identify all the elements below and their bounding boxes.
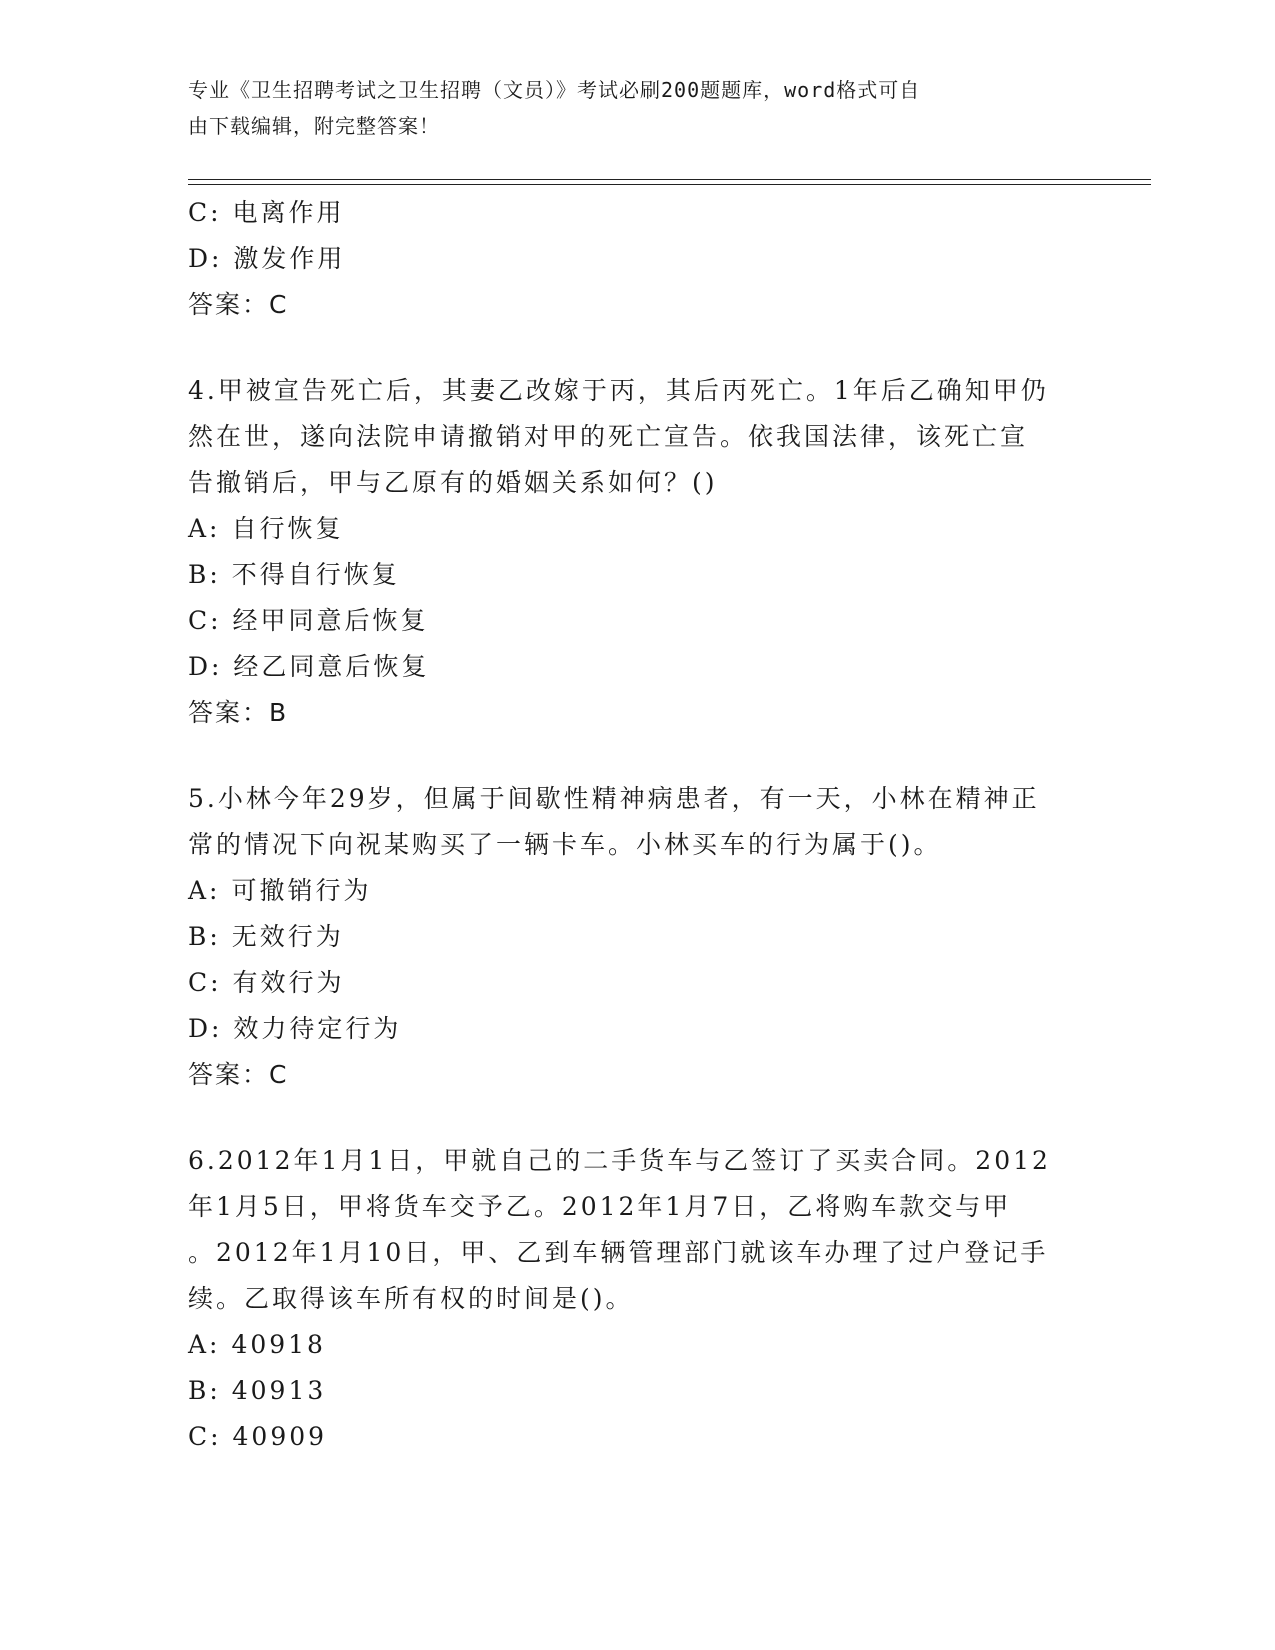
question-6 [188,1138,1088,1460]
option-label: C: [188,968,222,997]
question-stem-line: 常的情况下向祝某购买了一辆卡车。小林买车的行为属于()。 [188,830,942,859]
question-stem-line: 年1月5日，甲将货车交予乙。2012年1月7日，乙将购车款交与甲 [188,1192,1012,1221]
option-label: D: [188,652,223,681]
option-label: A: [188,1330,221,1359]
option-label: C: [188,198,222,227]
option-text: 自行恢复 [231,514,344,543]
question-3-tail [188,190,1088,328]
option-text: 电离作用 [232,198,345,227]
option-label: A: [188,514,221,543]
option-label: B: [188,1376,221,1405]
option-text: 40909 [232,1422,328,1451]
option-label: B: [188,922,221,951]
option-label: C: [188,606,222,635]
option-c [188,598,1088,644]
option-label: B: [188,560,221,589]
option-b [188,552,1088,598]
option-label: C: [188,1422,222,1451]
answer-line: 答案：C [188,290,289,319]
option-d [188,644,1088,690]
answer-line: 答案：C [188,1060,289,1089]
header-line-1: 专业《卫生招聘考试之卫生招聘（文员）》考试必刷200题题库，word格式可自 [188,78,921,102]
option-d [188,236,1088,282]
question-stem-line: 5.小林今年29岁，但属于间歇性精神病患者，有一天，小林在精神正 [188,784,1040,813]
option-b [188,914,1088,960]
option-text: 有效行为 [232,968,345,997]
option-c [188,190,1088,236]
option-text: 经乙同意后恢复 [233,652,430,681]
question-5 [188,776,1088,1098]
question-stem-line: 。2012年1月10日，甲、乙到车辆管理部门就该车办理了过户登记手 [188,1238,1049,1267]
option-text: 40918 [231,1330,326,1359]
question-stem-line: 续。乙取得该车所有权的时间是()。 [188,1284,634,1313]
option-a [188,506,1088,552]
option-text: 无效行为 [231,922,344,951]
option-a [188,1322,1088,1368]
option-b [188,1368,1088,1414]
question-stem-line: 4.甲被宣告死亡后，其妻乙改嫁于丙，其后丙死亡。1年后乙确知甲仍 [188,376,1049,405]
header-line-2: 由下载编辑，附完整答案！ [188,114,440,138]
option-text: 激发作用 [233,244,346,273]
option-text: 经甲同意后恢复 [232,606,429,635]
option-label: D: [188,1014,223,1043]
answer-line: 答案：B [188,698,289,727]
header-divider-top [188,179,1151,180]
question-list [188,190,1088,1460]
option-label: A: [188,876,221,905]
question-stem-line: 告撤销后，甲与乙原有的婚姻关系如何？() [188,468,718,497]
option-text: 40913 [231,1376,327,1405]
header-divider-bottom [188,184,1151,185]
question-stem-line: 6.2012年1月1日，甲就自己的二手货车与乙签订了买卖合同。2012 [188,1146,1051,1175]
option-d [188,1006,1088,1052]
option-text: 不得自行恢复 [231,560,400,589]
option-label: D: [188,244,223,273]
option-c [188,1414,1088,1460]
option-c [188,960,1088,1006]
option-a [188,868,1088,914]
option-text: 可撤销行为 [231,876,372,905]
option-text: 效力待定行为 [233,1014,402,1043]
question-stem-line: 然在世，遂向法院申请撤销对甲的死亡宣告。依我国法律，该死亡宣 [188,422,1029,451]
question-4 [188,368,1088,736]
document-header [188,72,1088,144]
